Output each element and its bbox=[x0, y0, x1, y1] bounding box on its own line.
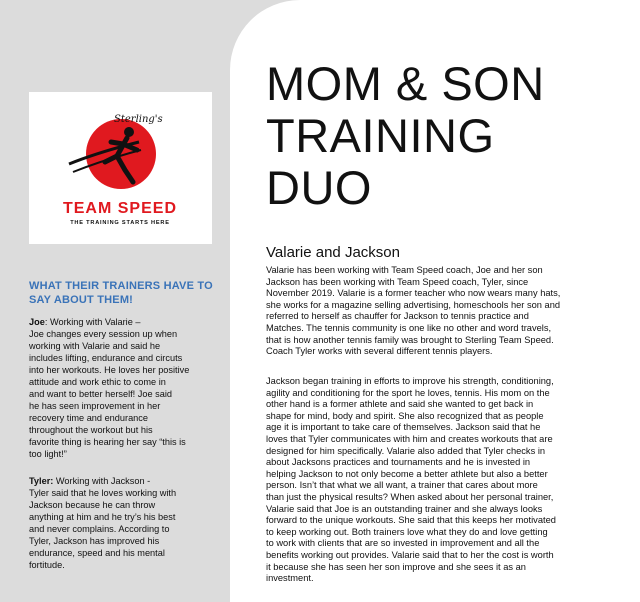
testimonial-line: he has seen improvement in her bbox=[29, 401, 161, 411]
testimonial-line: Working with Jackson - bbox=[53, 476, 151, 486]
paragraph-line: other hand is a former athlete and said she wanted to get back in bbox=[266, 399, 534, 410]
testimonial-line: too light!” bbox=[29, 449, 67, 459]
joe-first-line bbox=[29, 316, 221, 328]
testimonial-line: attitude and work ethic to come in bbox=[29, 377, 166, 387]
paragraph-line: referred to herself as chauffer for Jackson to tennis practice and bbox=[266, 311, 529, 322]
testimonial-line: throughout the workout but his bbox=[29, 425, 153, 435]
paragraph-line: benefits working out provides. Valarie said that to her the cost is worth bbox=[266, 549, 554, 560]
paragraph-line: Valarie has been working with Team Speed coach, Joe and her son bbox=[266, 265, 543, 275]
paragraph-line: than just the physical results? When asked about her personal trainer, bbox=[266, 491, 554, 502]
article-subtitle: Valarie and Jackson bbox=[266, 244, 400, 261]
logo-brand-text: TEAM SPEED bbox=[62, 200, 178, 217]
title-line: MOM & SON bbox=[266, 57, 545, 110]
paragraph-line: forward to the unique workouts. She said that this keeps her motivated bbox=[266, 515, 556, 526]
paragraph-line: Jackson began training in efforts to improve his strength, conditioning, bbox=[266, 376, 554, 386]
testimonial-line: into her workouts. He loves her positive bbox=[29, 365, 190, 375]
page-title bbox=[266, 58, 636, 214]
paragraph-line: Coach Tyler works with several different tennis players. bbox=[266, 346, 493, 357]
tyler-label: Tyler: bbox=[29, 476, 54, 486]
paragraph-line: investment. bbox=[266, 573, 314, 584]
joe-testimonial bbox=[29, 316, 221, 460]
title-line: TRAINING bbox=[266, 109, 495, 162]
paragraph-line: that is how another tennis family was brought to Sterling Team Speed. bbox=[266, 334, 554, 345]
logo-graphic bbox=[29, 92, 212, 244]
paragraph-line: November 2019. Valarie is a former teacher who now wears many hats, bbox=[266, 288, 561, 299]
paragraph-line: Matches. The tennis community is one like no other and word travels, bbox=[266, 322, 552, 333]
paragraph-line: agility and conditioning for the sport he loves, tennis. His mom on the bbox=[266, 387, 550, 398]
testimonial-line: fortitude. bbox=[29, 560, 65, 570]
paragraph-line: loves that Tyler communicates with him and creates workouts that are bbox=[266, 433, 553, 444]
paragraph-line: Valarie said that Joe is an outstanding trainer and she always looks bbox=[266, 503, 543, 514]
paragraph-line: she works for a magazine selling advertising, homeschools her son and bbox=[266, 299, 561, 310]
paragraph-line: to work with clients that are so invested in improvement and all the bbox=[266, 538, 540, 549]
sidebar-heading: WHAT THEIR TRAINERS HAVE TO SAY ABOUT THEM! bbox=[29, 280, 213, 306]
testimonial-line: favorite thing is hearing her say “this is bbox=[29, 437, 186, 447]
testimonial-line: working with Valarie and said he bbox=[29, 341, 161, 351]
paragraph-line: about Jacksons practices and tournaments and he is invested in bbox=[266, 457, 531, 468]
testimonial-line: includes lifting, endurance and circuts bbox=[29, 353, 183, 363]
testimonial-line: recovery time and endurance bbox=[29, 413, 148, 423]
paragraph-line: to keep working out. Both trainers love what they do and love getting bbox=[266, 526, 548, 537]
testimonial-line: anything at him and he try’s his best bbox=[29, 512, 176, 522]
testimonial-line: : Working with Valarie – bbox=[44, 317, 141, 327]
runner-head bbox=[124, 127, 134, 137]
paragraph-line: age it is important to take care of themselves. Jackson said that he bbox=[266, 422, 541, 433]
testimonial-line: Jackson because he can throw bbox=[29, 500, 156, 510]
paragraph-line: shape for mind, body and spirit. She also recognized that as people bbox=[266, 410, 544, 421]
paragraph-line: designed for him specifically. Valarie also added that Tyler checks in bbox=[266, 445, 546, 456]
tyler-first-line bbox=[29, 475, 221, 487]
tyler-testimonial bbox=[29, 475, 221, 571]
team-speed-logo bbox=[29, 92, 212, 244]
testimonial-line: Joe changes every session up when bbox=[29, 329, 178, 339]
paragraph-line: Jackson has been working with Team Speed coach, Tyler, since bbox=[266, 276, 529, 287]
testimonial-line: endurance, speed and his mental bbox=[29, 548, 165, 558]
testimonial-line: Tyler, Jackson has improved his bbox=[29, 536, 160, 546]
article-paragraph-1 bbox=[266, 265, 636, 358]
paragraph-line: person. Isn’t that what we all want, a trainer that cares about more bbox=[266, 480, 538, 491]
testimonial-line: and want to better herself! Joe said bbox=[29, 389, 173, 399]
paragraph-line: helping Jackson to not only become a better athlete but also a better bbox=[266, 468, 548, 479]
logo-tagline-text: THE TRAINING STARTS HERE bbox=[70, 220, 170, 226]
joe-label: Joe bbox=[29, 317, 45, 327]
logo-script-text: Sterling's bbox=[114, 114, 163, 125]
testimonial-line: Tyler said that he loves working with bbox=[29, 488, 177, 498]
testimonial-line: and never complains. According to bbox=[29, 524, 170, 534]
paragraph-line: it because she has seen her son improve and she sees it as an bbox=[266, 561, 526, 572]
article-paragraph-2 bbox=[266, 376, 636, 585]
title-line: DUO bbox=[266, 161, 372, 214]
